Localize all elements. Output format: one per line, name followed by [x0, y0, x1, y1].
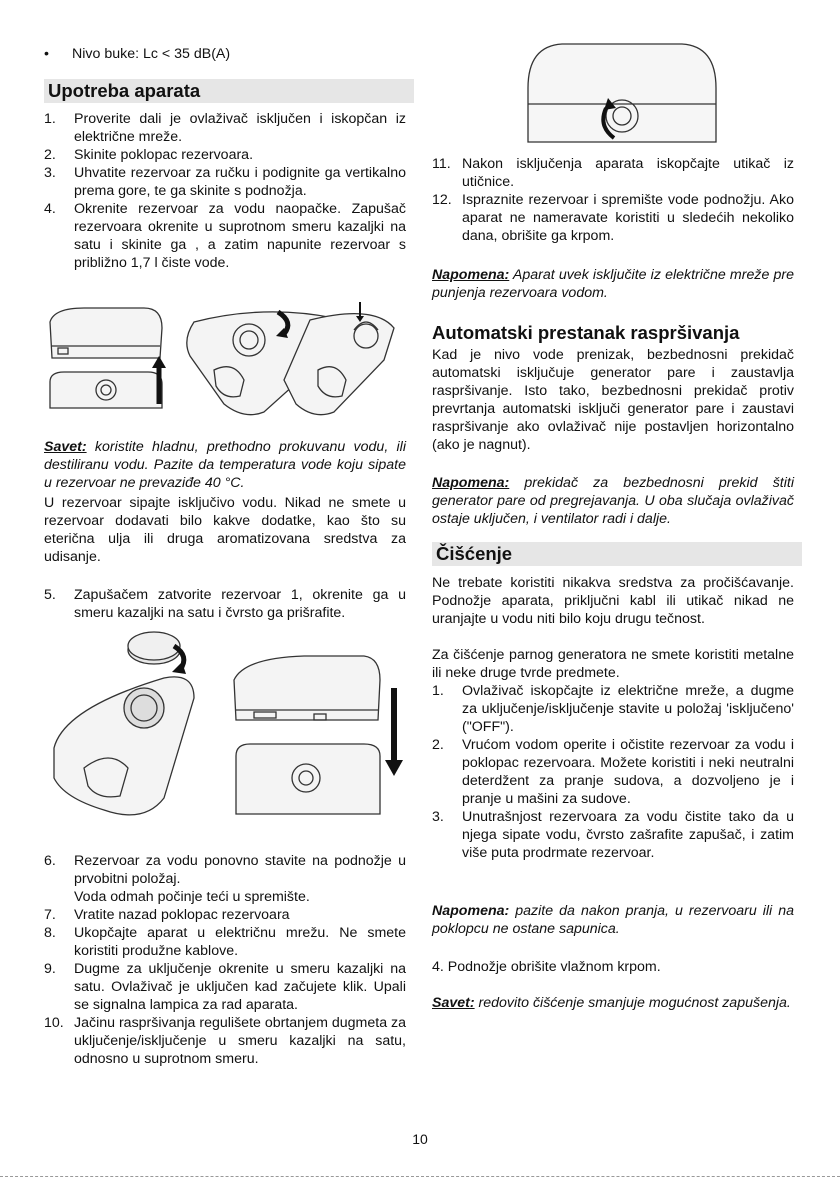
illustration-tank-placement [44, 628, 406, 828]
step-number: 2. [44, 147, 56, 163]
step-text: Dugme za uključenje okrenite u smeru kazaljki na satu. Ovlaživač je uključen kad začujete klik. Upali se signalna lampica za rad aparata. [74, 961, 406, 1013]
step-number: 12. [432, 192, 452, 208]
list-item [44, 146, 406, 164]
step-text: Okrenite rezervoar za vodu naopačke. Zapušač rezervoara okrenite u suprotnom smeru kazaljki na satu i skinite ga , a zatim napunite rezervoar s približno 1,7 l čiste vode. [74, 201, 406, 271]
step-number: 9. [44, 961, 56, 977]
note-label: Napomena: [432, 475, 510, 491]
note-label: Napomena: [432, 903, 510, 919]
step-text: Vratite nazad poklopac rezervoara [74, 907, 290, 923]
note-text: pazite da nakon pranja, u rezervoaru ili na poklopcu ne ostane sapunica. [432, 903, 794, 937]
illustration-power-knob [522, 38, 722, 150]
tip-text: koristite hladnu, prethodno prokuvanu vodu, ili destiliranu vodu. Pazite da temperatura vode koju sipate u rezervoar ne prevaziđe 40 °C. [44, 439, 406, 491]
cleaning-steps-list [432, 682, 794, 862]
note-text: Aparat uvek isključite iz električne mreže pre punjenja rezervoara vodom. [432, 267, 794, 301]
step-number: 10. [44, 1015, 64, 1031]
list-item [432, 808, 794, 862]
water-only-paragraph: U rezervoar sipajte isključivo vodu. Nikad ne smete u rezervoar dodavati bilo kakve dodatke, kao što su eterična ulja ili druga aromatizovana sredstva za udisanje. [44, 495, 406, 565]
list-item [432, 682, 794, 736]
list-item [44, 906, 406, 924]
list-item [44, 200, 406, 272]
step-number: 7. [44, 907, 56, 923]
step-number: 8. [44, 925, 56, 941]
illustration-tank-removal [44, 300, 406, 418]
auto-stop-paragraph: Kad je nivo vode prenizak, bezbednosni prekidač automatski isključuje generator pare i zaustavlja raspršivanje. Isto tako, bezbednosni prekidač protiv prevrtanja automatski isključi generator pare i zaustavi raspršivanje ako ovlaživač nije postavljen horizontalno (ako je nagnut). [432, 347, 794, 453]
list-item [432, 736, 794, 808]
step-text: Uhvatite rezervoar za ručku i podignite ga vertikalno prema gore, te ga skinite s podnožja. [74, 165, 406, 199]
section-heading-cleaning: Čišćenje [432, 542, 802, 566]
note-unplug-before-filling [432, 266, 794, 302]
cleaning-step-4: 4. Podnožje obrišite vlažnom krpom. [432, 959, 661, 975]
step-number: 3. [44, 165, 56, 181]
tip-text: redovito čišćenje smanjuje mogućnost zapušenja. [474, 995, 791, 1011]
tip-water-temperature [44, 438, 406, 492]
step-text: Rezervoar za vodu ponovno stavite na podnožje u prvobitni položaj. [74, 853, 406, 887]
noise-level-text: Nivo buke: Lc < 35 dB(A) [72, 46, 231, 62]
note-no-soap-residue [432, 902, 794, 938]
step-number: 11. [432, 156, 451, 172]
step-extra-text: Voda odmah počinje teći u spremište. [74, 889, 310, 905]
list-item [432, 155, 794, 191]
note-safety-switch [432, 474, 794, 528]
tip-label: Savet: [432, 995, 475, 1011]
cleaning-paragraph-2: Za čišćenje parnog generatora ne smete koristiti metalne ili neke druge tvrde predmete. [432, 647, 794, 681]
step-text: Ispraznite rezervoar i spremište vode podnožju. Ako aparat ne nameravate koristiti u sledećih nekoliko dana, obrišite ga krpom. [462, 192, 794, 244]
usage-step-5 [44, 586, 406, 622]
tip-label: Savet: [44, 439, 87, 455]
note-label: Napomena: [432, 267, 510, 283]
note-text: prekidač za bezbednosni prekid štiti generator pare od pregrejavanja. U oba slučaja ovlaživač ostaje uključen, i ventilator radi i dalje. [432, 475, 794, 527]
subheading-auto-stop: Automatski prestanak raspršivanja [432, 322, 740, 343]
step-text: Vrućom vodom operite i očistite rezervoar za vodu i poklopac rezervoara. Možete koristiti i neki neutralni deterdžent za pranje sudova, a dozvoljeno je i pranje u mašini za sudove. [462, 737, 794, 807]
bullet-dot: • [44, 46, 49, 62]
list-item [44, 852, 406, 906]
step-number: 3. [432, 809, 444, 825]
cleaning-paragraph-1: Ne trebate koristiti nikakva sredstva za pročišćavanje. Podnožje aparata, priključni kabl ili utikač nikad ne uranjajte u vodu niti bilo koju drugu tečnost. [432, 575, 794, 627]
step-number: 4. [44, 201, 56, 217]
list-item [44, 110, 406, 146]
step-number: 2. [432, 737, 444, 753]
list-item [44, 1014, 406, 1068]
list-item [44, 924, 406, 960]
bottom-divider [0, 1176, 840, 1177]
tip-regular-cleaning [432, 994, 794, 1012]
step-number: 1. [44, 111, 56, 127]
list-item [432, 191, 794, 245]
list-item [44, 960, 406, 1014]
step-text: Ukopčajte aparat u električnu mrežu. Ne smete koristiti produžne kablove. [74, 925, 406, 959]
step-text: Skinite poklopac rezervoara. [74, 147, 254, 163]
step-number: 6. [44, 853, 56, 869]
usage-steps-list-2 [44, 852, 406, 1068]
section-heading-usage: Upotreba aparata [44, 79, 414, 103]
step-text: Proverite dali je ovlaživač isključen i iskopčan iz električne mreže. [74, 111, 406, 145]
step-text: Ovlaživač iskopčajte iz električne mreže, a dugme za uključenje/isključenje stavite u položaj 'isključeno' ("OFF"). [462, 683, 794, 735]
list-item [44, 586, 406, 622]
step-text: Zapušačem zatvorite rezervoar 1, okrenite ga u smeru kazaljki na satu i čvrsto ga prišrafite. [74, 587, 406, 621]
step-number: 5. [44, 587, 56, 603]
step-text: Nakon isključenja aparata iskopčajte utikač iz utičnice. [462, 156, 794, 190]
page-number: 10 [412, 1131, 428, 1147]
step-text: Jačinu raspršivanja regulišete obrtanjem dugmeta za uključenje/isključenje u smeru kazaljki na satu, odnosno u suprotnom smeru. [74, 1015, 407, 1067]
list-item [44, 164, 406, 200]
step-number: 1. [432, 683, 444, 699]
usage-steps-list [44, 110, 406, 272]
step-text: Unutrašnjost rezervoara za vodu čistite tako da u njega sipate vodu, čvrsto zašrafite zapušač, i zatim više puta prodrmate rezervoar. [462, 809, 794, 861]
usage-steps-list-3 [432, 155, 794, 245]
